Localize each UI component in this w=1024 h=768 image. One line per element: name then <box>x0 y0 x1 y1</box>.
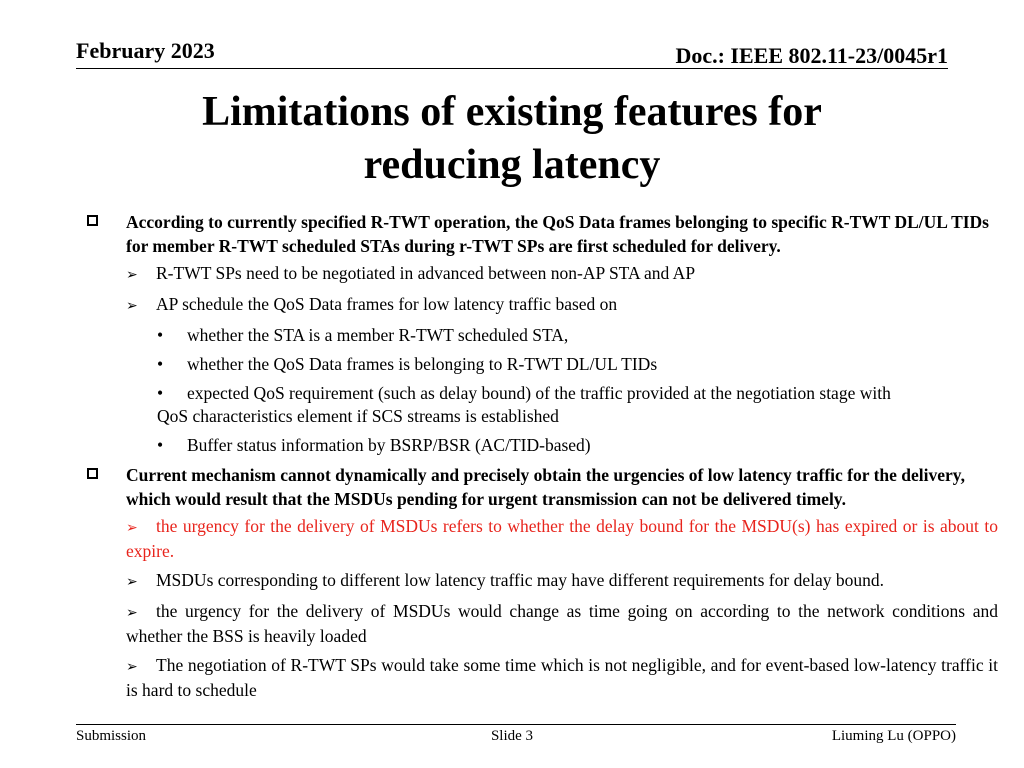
arrow-bullet-icon: ➢ <box>126 268 138 283</box>
bullet-text: the urgency for the delivery of MSDUs refers to whether the delay bound for the MSDU(s) has expired or is about to expire. <box>126 516 998 561</box>
bullet-text: R-TWT SPs need to be negotiated in advanced between non-AP STA and AP <box>156 263 696 283</box>
bullet-text: AP schedule the QoS Data frames for low latency traffic based on <box>156 294 618 314</box>
bullet-level2 <box>85 293 998 318</box>
header-doc-id: Doc.: IEEE 802.11-23/0045r1 <box>675 43 948 68</box>
arrow-bullet-icon: ➢ <box>126 660 138 675</box>
bullet-text: The negotiation of R-TWT SPs would take some time which is not negligible, and for event-based low-latency traffic it is hard to schedule <box>126 655 998 700</box>
slide-body <box>85 210 998 708</box>
slide-title <box>120 86 904 191</box>
dot-bullet-icon: • <box>157 325 164 345</box>
arrow-bullet-icon: ➢ <box>126 299 138 314</box>
bullet-level2 <box>85 569 998 594</box>
bullet-text: Current mechanism cannot dynamically and precisely obtain the urgencies of low latency traffic for the delivery, which would result that the MSDUs pending for urgent transmission can not be delivered timely. <box>126 465 965 509</box>
bullet-level2 <box>85 654 998 702</box>
arrow-bullet-icon: ➢ <box>126 521 138 536</box>
header-rule <box>76 68 948 69</box>
bullet-level2 <box>85 262 998 287</box>
dot-bullet-icon: • <box>157 354 164 374</box>
square-bullet-icon <box>87 215 98 226</box>
bullet-text: expected QoS requirement (such as delay bound) of the traffic provided at the negotiation stage with <box>187 383 891 403</box>
footer-author: Liuming Lu (OPPO) <box>831 728 956 744</box>
slide-title-line1: Limitations of existing features for <box>202 89 822 135</box>
bullet-text: the urgency for the delivery of MSDUs would change as time going on according to the network conditions and whether the BSS is heavily loaded <box>126 601 998 646</box>
bullet-level3 <box>85 382 998 428</box>
bullet-text-continued: QoS characteristics element if SCS streams is established <box>157 406 559 426</box>
bullet-text: MSDUs corresponding to different low latency traffic may have different requirements for delay bound. <box>156 570 884 590</box>
bullet-level3 <box>85 353 998 376</box>
arrow-bullet-icon: ➢ <box>126 575 138 590</box>
bullet-level3 <box>85 434 998 457</box>
bullet-text: According to currently specified R-TWT operation, the QoS Data frames belonging to specific R-TWT DL/UL TIDs for member R-TWT scheduled STAs during r-TWT SPs are first scheduled for delivery. <box>126 212 989 256</box>
bullet-level3 <box>85 324 998 347</box>
bullet-level2-highlight <box>85 515 998 563</box>
bullet-level1 <box>85 463 998 511</box>
dot-bullet-icon: • <box>157 383 164 403</box>
arrow-bullet-icon: ➢ <box>126 606 138 621</box>
square-bullet-icon <box>87 468 98 479</box>
bullet-text: Buffer status information by BSRP/BSR (AC/TID-based) <box>187 435 591 455</box>
bullet-level2 <box>85 600 998 648</box>
bullet-text: whether the STA is a member R-TWT scheduled STA, <box>187 325 569 345</box>
footer-slide-number: Slide 3 <box>490 728 534 744</box>
dot-bullet-icon: • <box>157 435 164 455</box>
slide-title-line2: reducing latency <box>363 141 661 188</box>
footer-submission: Submission <box>76 728 147 744</box>
footer-rule <box>76 724 956 725</box>
bullet-level1 <box>85 210 998 258</box>
bullet-text: whether the QoS Data frames is belonging to R-TWT DL/UL TIDs <box>187 354 658 374</box>
header-date: February 2023 <box>76 38 215 63</box>
